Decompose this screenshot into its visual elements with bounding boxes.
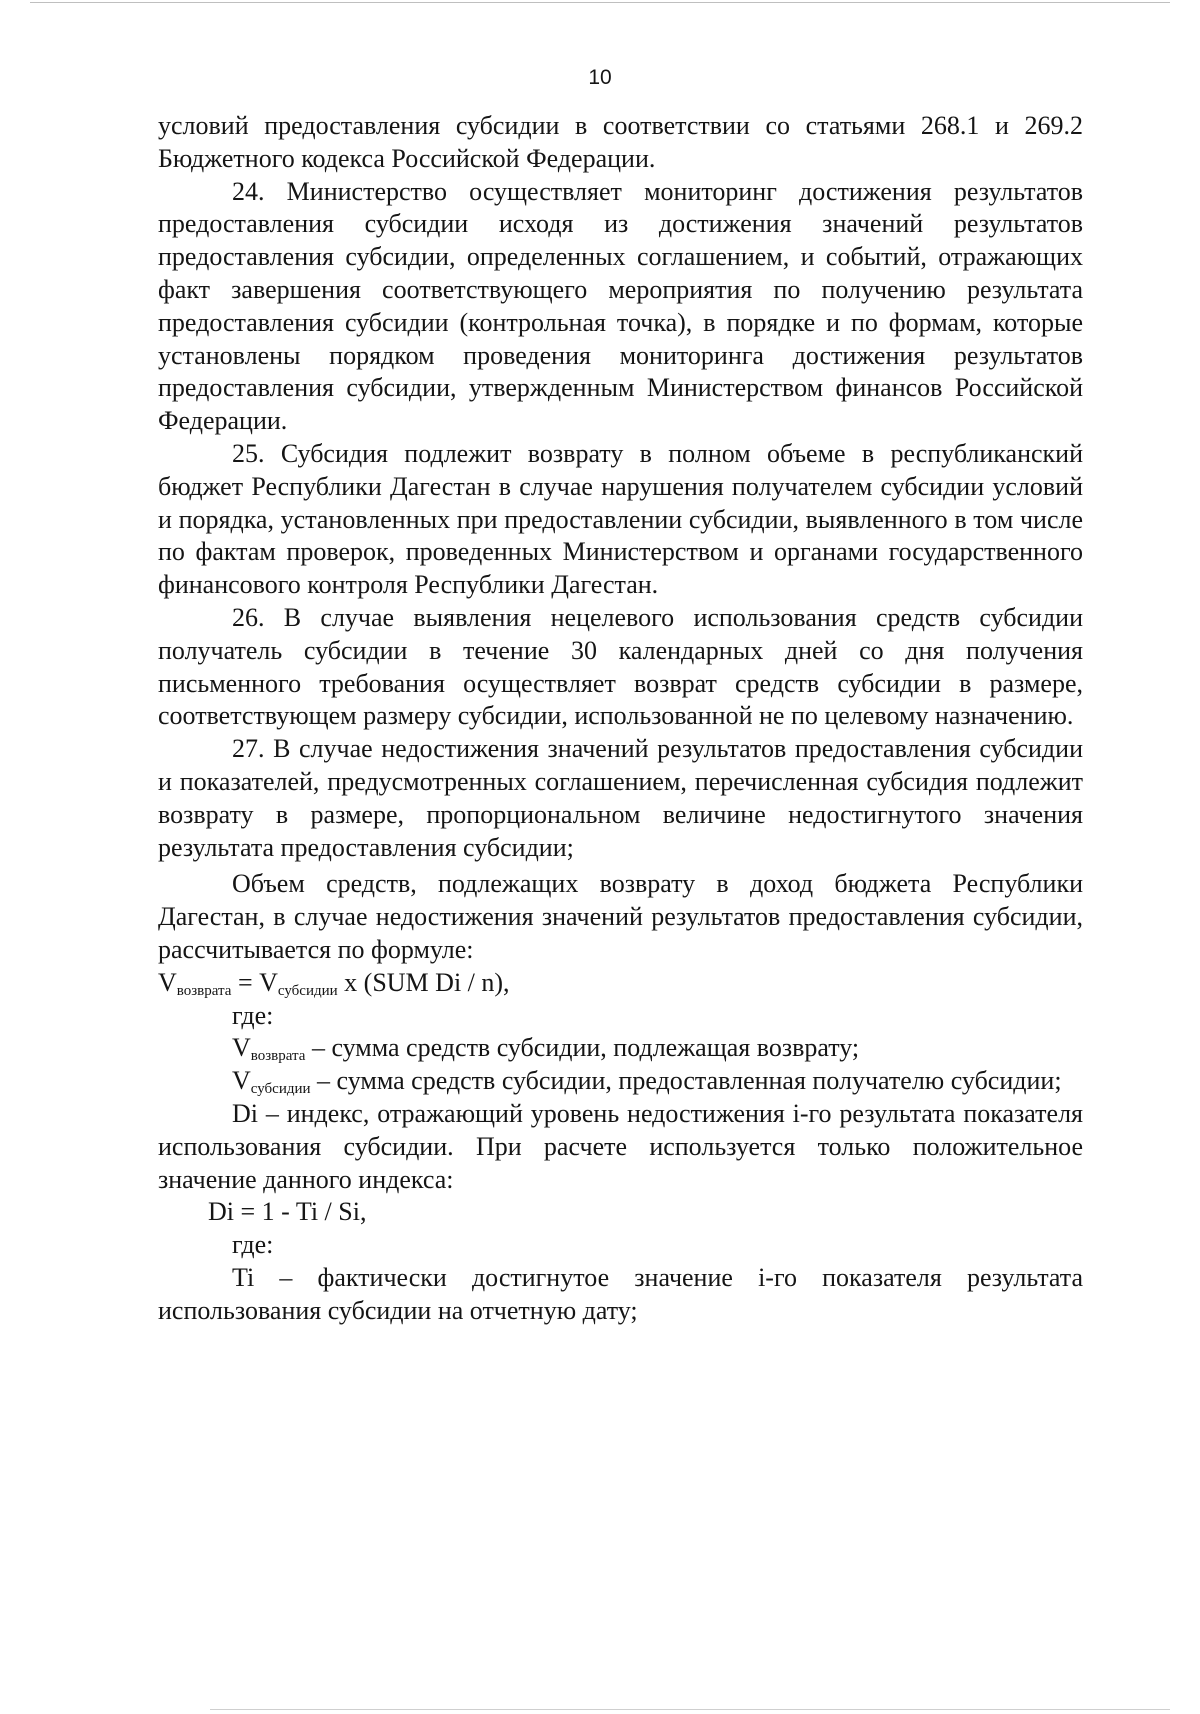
where-label-2: где:	[232, 1230, 274, 1260]
formula-v: V	[158, 967, 177, 997]
paragraph-27: 27. В случае недостижения значений результатов предоставления субсидии и показателей, предусмотренных соглашением, перечисленная субсидия подлежит возврату в размере, пропорциональном величине недостигнутого значения результата предоставления субсидии;	[158, 734, 1083, 862]
definition-ti: Ti – фактически достигнутое значение i-го показателя результата использования субсидии на отчетную дату;	[158, 1262, 1083, 1325]
paragraph-continuation: условий предоставления субсидии в соответствии со статьями 268.1 и 269.2 Бюджетного кодекса Российской Федерации.	[158, 111, 1083, 173]
definition-v-return	[158, 1032, 1083, 1065]
formula-v2: V	[259, 967, 278, 997]
scan-edge-top	[30, 2, 1170, 3]
formula-equals: =	[231, 967, 260, 997]
document-body	[158, 110, 1083, 1327]
formula-sub-subsidy: субсидии	[277, 982, 338, 999]
paragraph-24: 24. Министерство осуществляет мониторинг достижения результатов предоставления субсидии исходя из достижения значений результатов предоставления субсидии, определенных соглашением, и событий, отражающих факт завершения соответствующего мероприятия по получению результата предоставления субсидии (контрольная точка), в порядке и по формам, которые установлены порядком проведения мониторинга достижения результатов предоставления субсидии, утвержденным Министерством финансов Российской Федерации.	[158, 176, 1083, 436]
def-v-sub: возврата	[250, 1048, 306, 1065]
def-v-subsidy: V	[232, 1066, 251, 1096]
page-number: 10	[588, 66, 612, 89]
definition-v-subsidy	[158, 1065, 1083, 1098]
formula-rest: x (SUM Di / n),	[337, 967, 510, 997]
definition-di: Di – индекс, отражающий уровень недостижения i-го результата показателя использования субсидии. При расчете используется только положительное значение данного индекса:	[158, 1098, 1083, 1194]
formula-sub-return: возврата	[176, 982, 232, 999]
def-v: V	[232, 1033, 251, 1063]
formula-return-volume	[158, 967, 1083, 1000]
where-label-1: где:	[232, 1000, 274, 1030]
def-v-subsidy-sub: субсидии	[250, 1081, 311, 1098]
formula-di: Di = 1 - Ti / Si,	[208, 1197, 367, 1227]
paragraph-25: 25. Субсидия подлежит возврату в полном объеме в республиканский бюджет Республики Дагестан в случае нарушения получателем субсидии условий и порядка, установленных при предоставлении субсидии, выявленного в том числе по фактам проверок, проведенных Министерством и органами государственного финансового контроля Республики Дагестан.	[158, 438, 1083, 600]
def-v-text: – сумма средств субсидии, подлежащая возврату;	[305, 1033, 860, 1063]
paragraph-volume: Объем средств, подлежащих возврату в доход бюджета Республики Дагестан, в случае недостижения значений результатов предоставления субсидии, рассчитывается по формуле:	[158, 869, 1083, 964]
paragraph-26: 26. В случае выявления нецелевого использования средств субсидии получатель субсидии в течение 30 календарных дней со дня получения письменного требования осуществляет возврат средств субсидии в размере, соответствующем размеру субсидии, использованной не по целевому назначению.	[158, 602, 1083, 731]
scan-edge-bottom	[210, 1709, 1170, 1710]
def-v-subsidy-text: – сумма средств субсидии, предоставленная получателю субсидии;	[310, 1066, 1062, 1096]
